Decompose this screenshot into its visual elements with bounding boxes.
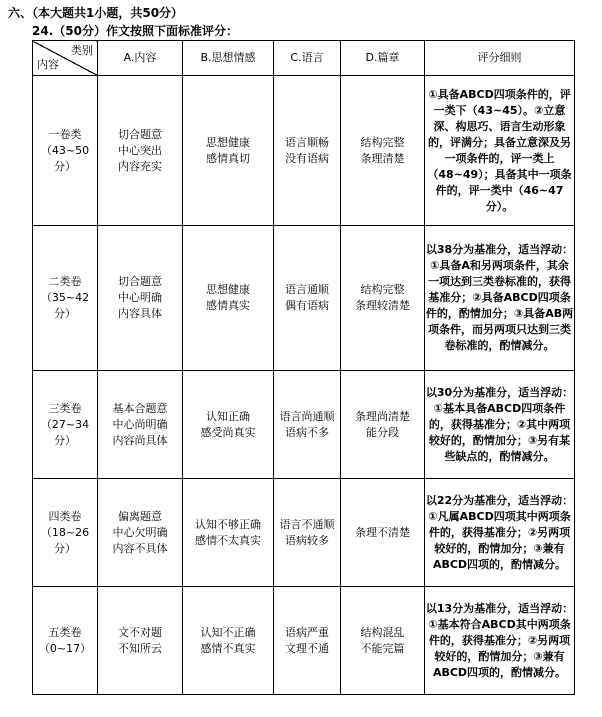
category-name: 三类卷	[48, 401, 82, 415]
structure-cell: 结构混乱 不能完篇	[341, 587, 425, 695]
header-rule: 评分细则	[425, 41, 575, 76]
header-row	[33, 41, 575, 76]
content-cell: 基本合题意 中心尚明确 内容尚具体	[98, 371, 183, 479]
header-structure: D.篇章	[341, 41, 425, 76]
section-title: 六、（本大题共1小题，共50分）	[8, 6, 184, 20]
category-cell	[33, 587, 98, 695]
rule-cell: 以38分为基准分，适当浮动：①具备A和另两项条件，其余一项达到三类卷标准的，获得基准分；②具备ABCD四项条件的，酌情加分；③具备AB两项条件，而另两项只达到三类卷标准的，酌情减分。	[425, 226, 575, 371]
structure-cell: 条理不清楚	[341, 479, 425, 587]
corner-bottom-label: 内容	[37, 58, 59, 71]
rule-cell: 以30分为基准分，适当浮动：①基本具备ABCD四项条件的，获得基准分；②其中两项较好的，酌情加分；③另有某些缺点的，酌情减分。	[425, 371, 575, 479]
rule-cell: ①具备ABCD四项条件的，评一类下（43~45）。②立意深、构思巧、语言生动形象的，评满分；具备立意深及另一项条件的，评一类上（48~49）；具备其中一项条件的，评一类中（46~47分）。	[425, 76, 575, 226]
category-name: 四类卷	[48, 509, 82, 523]
category-cell	[33, 76, 98, 226]
structure-cell: 条理尚清楚 能分段	[341, 371, 425, 479]
category-cell	[33, 371, 98, 479]
emotion-cell: 思想健康 感情真切	[183, 76, 274, 226]
emotion-cell: 认知正确 感受尚真实	[183, 371, 274, 479]
category-name: 五类卷	[48, 625, 82, 639]
content-cell: 切合题意 中心突出 内容充实	[98, 76, 183, 226]
category-range: （43~50分）	[40, 143, 90, 173]
category-name: 二类卷	[48, 275, 82, 288]
language-cell: 语言顺畅 没有语病	[274, 76, 341, 226]
category-range: （27~34分）	[40, 417, 90, 447]
rule-cell: 以22分为基准分，适当浮动：①凡属ABCD四项其中两项条件的，获得基准分；②另两项较好的，酌情加分；③兼有ABCD四项的，酌情减分。	[425, 479, 575, 587]
emotion-cell: 认知不够正确 感情不太真实	[183, 479, 274, 587]
structure-cell: 结构完整 条理较清楚	[341, 226, 425, 371]
category-range: （18~26分）	[40, 525, 90, 555]
content-cell: 文不对题 不知所云	[98, 587, 183, 695]
table-row	[33, 587, 575, 695]
language-cell: 语言尚通顺 语病不多	[274, 371, 341, 479]
question-line: 24.（50分）作文按照下面标准评分：	[32, 24, 238, 38]
category-range: （0~17）	[38, 641, 92, 655]
content-cell: 偏离题意 中心欠明确 内容不具体	[98, 479, 183, 587]
content-cell: 切合题意 中心明确 内容具体	[98, 226, 183, 371]
category-range: （35~42分）	[40, 291, 90, 320]
language-cell: 语言通顺 偶有语病	[274, 226, 341, 371]
scoring-table	[32, 40, 575, 695]
corner-top-label: 类别	[71, 44, 93, 57]
corner-cell	[33, 41, 98, 76]
table-row	[33, 76, 575, 226]
emotion-cell: 思想健康 感情真实	[183, 226, 274, 371]
language-cell: 语病严重 文理不通	[274, 587, 341, 695]
header-content: A.内容	[98, 41, 183, 76]
table-row	[33, 226, 575, 371]
header-emotion: B.思想情感	[183, 41, 274, 76]
emotion-cell: 认知不正确 感情不真实	[183, 587, 274, 695]
rule-cell: 以13分为基准分，适当浮动：①基本符合ABCD其中两项条件的，获得基准分；②另两项较好的，酌情加分；③兼有ABCD四项的，酌情减分。	[425, 587, 575, 695]
category-cell	[33, 226, 98, 371]
table-row	[33, 479, 575, 587]
language-cell: 语言不通顺 语病较多	[274, 479, 341, 587]
category-cell	[33, 479, 98, 587]
structure-cell: 结构完整 条理清楚	[341, 76, 425, 226]
category-name: 一卷类	[48, 127, 82, 141]
header-language: C.语言	[274, 41, 341, 76]
table-row	[33, 371, 575, 479]
